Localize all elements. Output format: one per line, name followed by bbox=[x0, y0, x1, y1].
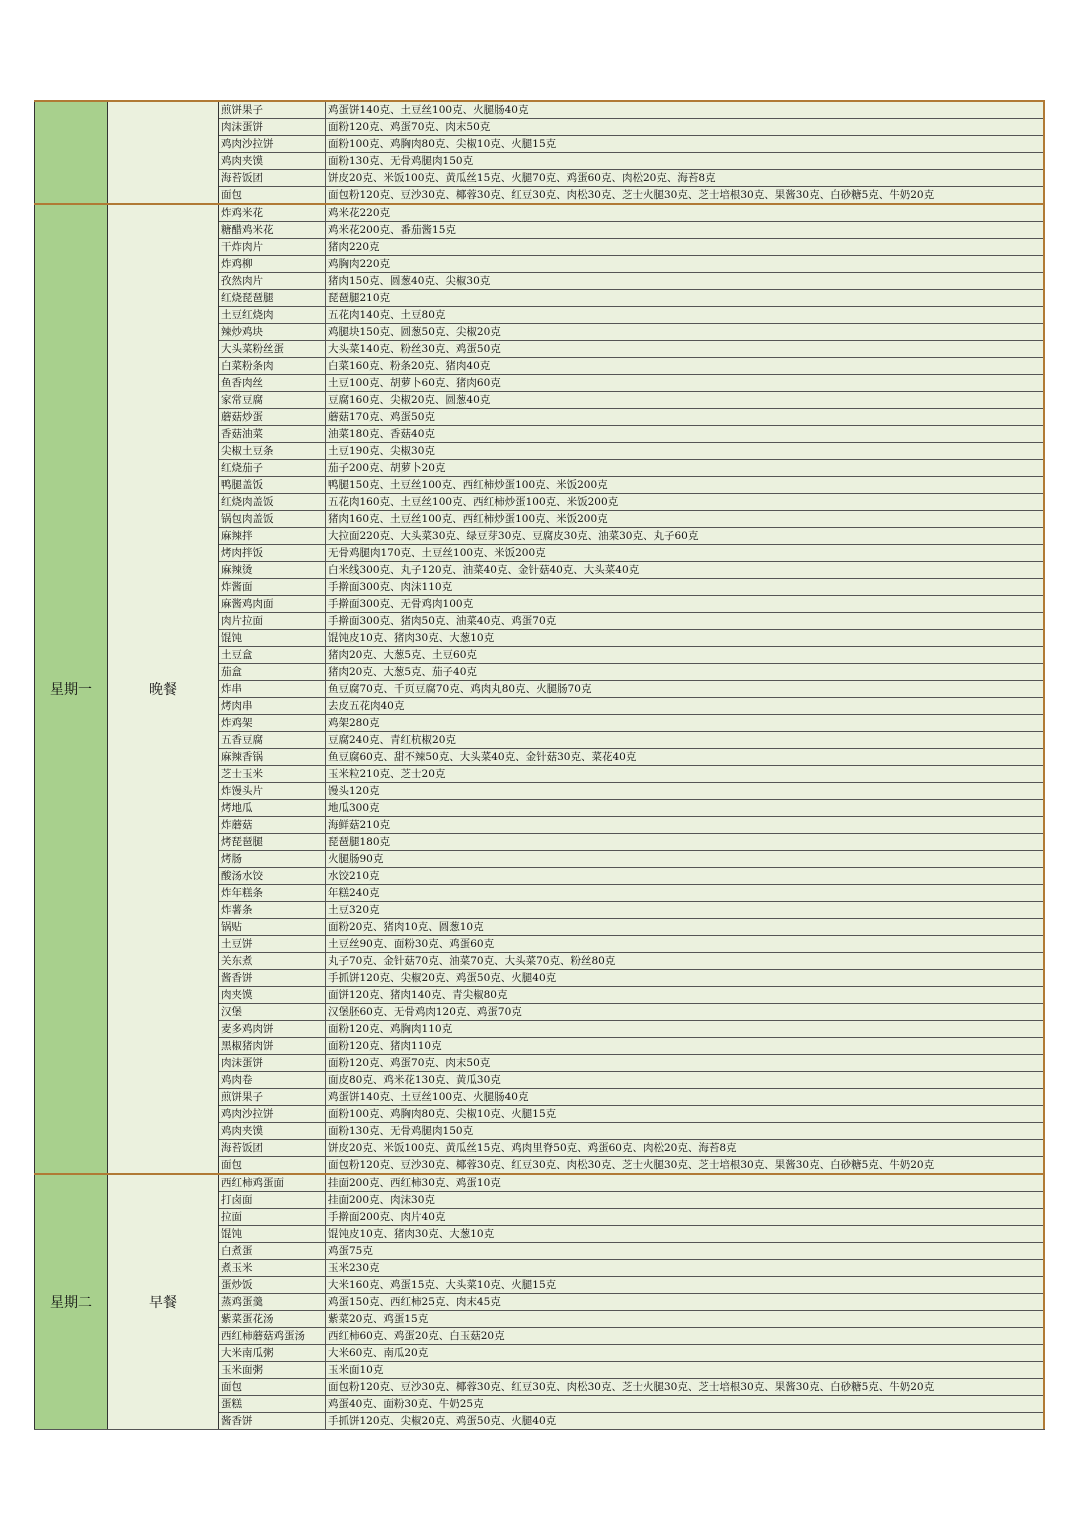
ingredients-cell: 五花肉140克、土豆80克 bbox=[328, 309, 446, 321]
ingredients-cell: 豆腐160克、尖椒20克、圆葱40克 bbox=[328, 394, 491, 406]
dish-name-cell: 煮玉米 bbox=[219, 1260, 326, 1276]
dish-name-cell: 烤琵琶腿 bbox=[219, 834, 326, 850]
ingredients-cell: 猪肉20克、大葱5克、土豆60克 bbox=[328, 649, 477, 661]
table-row bbox=[219, 1413, 1043, 1429]
table-row bbox=[219, 885, 1043, 902]
table-row bbox=[219, 307, 1043, 324]
dish-list bbox=[219, 1175, 1045, 1429]
dish-name-cell: 关东煮 bbox=[219, 953, 326, 969]
ingredients-cell: 鸡米花200克、番茄酱15克 bbox=[328, 224, 456, 236]
ingredients-cell: 土豆100克、胡萝卜60克、猪肉60克 bbox=[328, 377, 501, 389]
table-row bbox=[219, 987, 1043, 1004]
table-row bbox=[219, 919, 1043, 936]
dish-name-cell: 面包 bbox=[219, 187, 326, 203]
ingredients-cell: 手擀面200克、肉片40克 bbox=[328, 1211, 446, 1223]
dish-name-cell: 芝士玉米 bbox=[219, 766, 326, 782]
table-row bbox=[219, 647, 1043, 664]
ingredients-cell: 面粉20克、猪肉10克、圆葱10克 bbox=[328, 921, 484, 933]
table-row bbox=[219, 1157, 1043, 1173]
dish-name-cell: 海苔饭团 bbox=[219, 170, 326, 186]
ingredients-cell: 火腿肠90克 bbox=[328, 853, 384, 865]
ingredients-cell: 鸡蛋饼140克、土豆丝100克、火腿肠40克 bbox=[328, 104, 529, 116]
ingredients-cell: 手擀面300克、猪肉50克、油菜40克、鸡蛋70克 bbox=[328, 615, 557, 627]
table-row bbox=[219, 579, 1043, 596]
table-row bbox=[219, 239, 1043, 256]
dish-list bbox=[219, 205, 1045, 1173]
dish-name-cell: 面包 bbox=[219, 1379, 326, 1395]
table-row bbox=[219, 1055, 1043, 1072]
table-row bbox=[219, 630, 1043, 647]
dish-name-cell: 拉面 bbox=[219, 1209, 326, 1225]
ingredients-cell: 汉堡胚60克、无骨鸡肉120克、鸡蛋70克 bbox=[328, 1006, 522, 1018]
menu-section bbox=[34, 100, 1045, 203]
dish-name-cell: 鱼香肉丝 bbox=[219, 375, 326, 391]
table-row bbox=[219, 136, 1043, 153]
table-row bbox=[219, 902, 1043, 919]
table-row bbox=[219, 698, 1043, 715]
ingredients-cell: 鸡蛋40克、面粉30克、牛奶25克 bbox=[328, 1398, 484, 1410]
table-row bbox=[219, 936, 1043, 953]
ingredients-cell: 挂面200克、肉沫30克 bbox=[328, 1194, 435, 1206]
table-row bbox=[219, 749, 1043, 766]
dish-name-cell: 肉片拉面 bbox=[219, 613, 326, 629]
ingredients-cell: 手擀面300克、肉沫110克 bbox=[328, 581, 453, 593]
ingredients-cell: 馄饨皮10克、猪肉30克、大葱10克 bbox=[328, 1228, 495, 1240]
dish-name-cell: 酱香饼 bbox=[219, 1413, 326, 1429]
dish-name-cell: 炸串 bbox=[219, 681, 326, 697]
table-row bbox=[219, 851, 1043, 868]
ingredients-cell: 油菜180克、香菇40克 bbox=[328, 428, 435, 440]
table-row bbox=[219, 1089, 1043, 1106]
table-row bbox=[219, 375, 1043, 392]
ingredients-cell: 面粉130克、无骨鸡腿肉150克 bbox=[328, 155, 474, 167]
ingredients-cell: 手抓饼120克、尖椒20克、鸡蛋50克、火腿40克 bbox=[328, 1415, 557, 1427]
ingredients-cell: 馄饨皮10克、猪肉30克、大葱10克 bbox=[328, 632, 495, 644]
dish-name-cell: 鸡肉卷 bbox=[219, 1072, 326, 1088]
meal-cell: 晚餐 bbox=[108, 205, 219, 1173]
ingredients-cell: 白菜160克、粉条20克、猪肉40克 bbox=[328, 360, 491, 372]
ingredients-cell: 鸭腿150克、土豆丝100克、西红柿炒蛋100克、米饭200克 bbox=[328, 479, 608, 491]
table-row bbox=[219, 1140, 1043, 1157]
dish-name-cell: 汉堡 bbox=[219, 1004, 326, 1020]
table-row bbox=[219, 426, 1043, 443]
table-row bbox=[219, 1260, 1043, 1277]
ingredients-cell: 面粉100克、鸡胸肉80克、尖椒10克、火腿15克 bbox=[328, 138, 557, 150]
ingredients-cell: 大米160克、鸡蛋15克、大头菜10克、火腿15克 bbox=[328, 1279, 557, 1291]
table-row bbox=[219, 1004, 1043, 1021]
ingredients-cell: 大米60克、南瓜20克 bbox=[328, 1347, 429, 1359]
dish-name-cell: 烤地瓜 bbox=[219, 800, 326, 816]
dish-name-cell: 炸薯条 bbox=[219, 902, 326, 918]
ingredients-cell: 土豆320克 bbox=[328, 904, 380, 916]
dish-name-cell: 肉夹馍 bbox=[219, 987, 326, 1003]
table-row bbox=[219, 766, 1043, 783]
dish-name-cell: 炸蘑菇 bbox=[219, 817, 326, 833]
menu-section bbox=[34, 203, 1045, 1173]
dish-name-cell: 烤肠 bbox=[219, 851, 326, 867]
dish-name-cell: 红烧琵琶腿 bbox=[219, 290, 326, 306]
table-row bbox=[219, 1038, 1043, 1055]
ingredients-cell: 面粉100克、鸡胸肉80克、尖椒10克、火腿15克 bbox=[328, 1108, 557, 1120]
dish-name-cell: 鸡肉夹馍 bbox=[219, 1123, 326, 1139]
dish-name-cell: 馄饨 bbox=[219, 1226, 326, 1242]
ingredients-cell: 手擀面300克、无骨鸡肉100克 bbox=[328, 598, 474, 610]
ingredients-cell: 面皮80克、鸡米花130克、黄瓜30克 bbox=[328, 1074, 501, 1086]
ingredients-cell: 鸡腿块150克、圆葱50克、尖椒20克 bbox=[328, 326, 501, 338]
table-row bbox=[219, 596, 1043, 613]
dish-name-cell: 西红柿鸡蛋面 bbox=[219, 1175, 326, 1191]
ingredients-cell: 面包粉120克、豆沙30克、椰蓉30克、红豆30克、肉松30克、芝士火腿30克、芝士培根30克、果酱30克、白砂糖5克、牛奶20克 bbox=[328, 1381, 935, 1393]
ingredients-cell: 琵琶腿210克 bbox=[328, 292, 391, 304]
dish-name-cell: 肉沫蛋饼 bbox=[219, 119, 326, 135]
dish-name-cell: 酱香饼 bbox=[219, 970, 326, 986]
dish-name-cell: 茄盒 bbox=[219, 664, 326, 680]
dish-name-cell: 鸭腿盖饭 bbox=[219, 477, 326, 493]
table-row bbox=[219, 868, 1043, 885]
table-row bbox=[219, 562, 1043, 579]
dish-name-cell: 炸鸡米花 bbox=[219, 205, 326, 221]
table-row bbox=[219, 205, 1043, 222]
table-row bbox=[219, 545, 1043, 562]
table-row bbox=[219, 1175, 1043, 1192]
table-row bbox=[219, 613, 1043, 630]
table-row bbox=[219, 1209, 1043, 1226]
ingredients-cell: 饼皮20克、米饭100克、黄瓜丝15克、鸡肉里脊50克、鸡蛋60克、肉松20克、海苔8克 bbox=[328, 1142, 737, 1154]
table-row bbox=[219, 170, 1043, 187]
dish-list bbox=[219, 102, 1045, 203]
ingredients-cell: 水饺210克 bbox=[328, 870, 380, 882]
ingredients-cell: 蘑菇170克、鸡蛋50克 bbox=[328, 411, 435, 423]
ingredients-cell: 土豆190克、尖椒30克 bbox=[328, 445, 435, 457]
ingredients-cell: 猪肉150克、圆葱40克、尖椒30克 bbox=[328, 275, 491, 287]
table-row bbox=[219, 664, 1043, 681]
dish-name-cell: 炸酱面 bbox=[219, 579, 326, 595]
table-row bbox=[219, 1328, 1043, 1345]
ingredients-cell: 海鲜菇210克 bbox=[328, 819, 391, 831]
menu-table bbox=[34, 100, 1045, 1430]
table-row bbox=[219, 153, 1043, 170]
table-row bbox=[219, 119, 1043, 136]
dish-name-cell: 鸡肉沙拉饼 bbox=[219, 1106, 326, 1122]
table-row bbox=[219, 1021, 1043, 1038]
table-row bbox=[219, 1226, 1043, 1243]
dish-name-cell: 炸馒头片 bbox=[219, 783, 326, 799]
table-row bbox=[219, 1396, 1043, 1413]
ingredients-cell: 猪肉220克 bbox=[328, 241, 380, 253]
ingredients-cell: 白米线300克、丸子120克、油菜40克、金针菇40克、大头菜40克 bbox=[328, 564, 640, 576]
ingredients-cell: 茄子200克、胡萝卜20克 bbox=[328, 462, 446, 474]
dish-name-cell: 烤肉拌饭 bbox=[219, 545, 326, 561]
table-row bbox=[219, 409, 1043, 426]
table-row bbox=[219, 1362, 1043, 1379]
table-row bbox=[219, 1294, 1043, 1311]
dish-name-cell: 麻辣拌 bbox=[219, 528, 326, 544]
table-row bbox=[219, 953, 1043, 970]
dish-name-cell: 鸡肉夹馍 bbox=[219, 153, 326, 169]
dish-name-cell: 炸鸡架 bbox=[219, 715, 326, 731]
table-row bbox=[219, 681, 1043, 698]
ingredients-cell: 大头菜140克、粉丝30克、鸡蛋50克 bbox=[328, 343, 501, 355]
ingredients-cell: 豆腐240克、青红杭椒20克 bbox=[328, 734, 456, 746]
ingredients-cell: 馒头120克 bbox=[328, 785, 380, 797]
table-row bbox=[219, 1123, 1043, 1140]
ingredients-cell: 玉米230克 bbox=[328, 1262, 380, 1274]
ingredients-cell: 面粉120克、鸡胸肉110克 bbox=[328, 1023, 453, 1035]
ingredients-cell: 鱼豆腐60克、甜不辣50克、大头菜40克、金针菇30克、菜花40克 bbox=[328, 751, 637, 763]
ingredients-cell: 鸡蛋饼140克、土豆丝100克、火腿肠40克 bbox=[328, 1091, 529, 1103]
dish-name-cell: 烤肉串 bbox=[219, 698, 326, 714]
table-row bbox=[219, 732, 1043, 749]
ingredients-cell: 大拉面220克、大头菜30克、绿豆芽30克、豆腐皮30克、油菜30克、丸子60克 bbox=[328, 530, 699, 542]
dish-name-cell: 白煮蛋 bbox=[219, 1243, 326, 1259]
table-row bbox=[219, 1379, 1043, 1396]
table-row bbox=[219, 1243, 1043, 1260]
dish-name-cell: 蛋炒饭 bbox=[219, 1277, 326, 1293]
dish-name-cell: 大米南瓜粥 bbox=[219, 1345, 326, 1361]
ingredients-cell: 鸡蛋150克、西红柿25克、肉末45克 bbox=[328, 1296, 501, 1308]
table-row bbox=[219, 817, 1043, 834]
ingredients-cell: 琵琶腿180克 bbox=[328, 836, 391, 848]
dish-name-cell: 鸡肉沙拉饼 bbox=[219, 136, 326, 152]
menu-section bbox=[34, 1173, 1045, 1430]
ingredients-cell: 面饼120克、猪肉140克、青尖椒80克 bbox=[328, 989, 508, 1001]
ingredients-cell: 面粉120克、猪肉110克 bbox=[328, 1040, 442, 1052]
dish-name-cell: 麻辣烫 bbox=[219, 562, 326, 578]
dish-name-cell: 麻辣香锅 bbox=[219, 749, 326, 765]
dish-name-cell: 炸鸡柳 bbox=[219, 256, 326, 272]
dish-name-cell: 干炸肉片 bbox=[219, 239, 326, 255]
ingredients-cell: 饼皮20克、米饭100克、黄瓜丝15克、火腿70克、鸡蛋60克、肉松20克、海苔8克 bbox=[328, 172, 716, 184]
table-row bbox=[219, 443, 1043, 460]
dish-name-cell: 海苔饭团 bbox=[219, 1140, 326, 1156]
table-row bbox=[219, 477, 1043, 494]
table-row bbox=[219, 1072, 1043, 1089]
table-row bbox=[219, 511, 1043, 528]
table-row bbox=[219, 783, 1043, 800]
dish-name-cell: 紫菜蛋花汤 bbox=[219, 1311, 326, 1327]
dish-name-cell: 辣炒鸡块 bbox=[219, 324, 326, 340]
dish-name-cell: 土豆盒 bbox=[219, 647, 326, 663]
ingredients-cell: 鸡架280克 bbox=[328, 717, 380, 729]
ingredients-cell: 地瓜300克 bbox=[328, 802, 380, 814]
dish-name-cell: 红烧茄子 bbox=[219, 460, 326, 476]
ingredients-cell: 鸡米花220克 bbox=[328, 207, 391, 219]
meal-cell bbox=[108, 102, 219, 203]
ingredients-cell: 玉米粒210克、芝士20克 bbox=[328, 768, 446, 780]
ingredients-cell: 面粉120克、鸡蛋70克、肉末50克 bbox=[328, 121, 491, 133]
dish-name-cell: 肉沫蛋饼 bbox=[219, 1055, 326, 1071]
ingredients-cell: 面粉120克、鸡蛋70克、肉末50克 bbox=[328, 1057, 491, 1069]
table-row bbox=[219, 528, 1043, 545]
ingredients-cell: 猪肉160克、土豆丝100克、西红柿炒蛋100克、米饭200克 bbox=[328, 513, 608, 525]
table-row bbox=[219, 834, 1043, 851]
dish-name-cell: 白菜粉条肉 bbox=[219, 358, 326, 374]
ingredients-cell: 玉米面10克 bbox=[328, 1364, 384, 1376]
table-row bbox=[219, 273, 1043, 290]
ingredients-cell: 无骨鸡腿肉170克、土豆丝100克、米饭200克 bbox=[328, 547, 546, 559]
table-row bbox=[219, 256, 1043, 273]
ingredients-cell: 鸡胸肉220克 bbox=[328, 258, 391, 270]
table-row bbox=[219, 460, 1043, 477]
dish-name-cell: 尖椒土豆条 bbox=[219, 443, 326, 459]
table-row bbox=[219, 392, 1043, 409]
ingredients-cell: 去皮五花肉40克 bbox=[328, 700, 405, 712]
ingredients-cell: 面包粉120克、豆沙30克、椰蓉30克、红豆30克、肉松30克、芝士火腿30克、芝士培根30克、果酱30克、白砂糖5克、牛奶20克 bbox=[328, 1159, 935, 1171]
dish-name-cell: 香菇油菜 bbox=[219, 426, 326, 442]
ingredients-cell: 丸子70克、金针菇70克、油菜70克、大头菜70克、粉丝80克 bbox=[328, 955, 616, 967]
table-row bbox=[219, 800, 1043, 817]
table-row bbox=[219, 1192, 1043, 1209]
dish-name-cell: 家常豆腐 bbox=[219, 392, 326, 408]
dish-name-cell: 面包 bbox=[219, 1157, 326, 1173]
dish-name-cell: 黑椒猪肉饼 bbox=[219, 1038, 326, 1054]
dish-name-cell: 孜然肉片 bbox=[219, 273, 326, 289]
ingredients-cell: 面粉130克、无骨鸡腿肉150克 bbox=[328, 1125, 474, 1137]
table-row bbox=[219, 715, 1043, 732]
ingredients-cell: 五花肉160克、土豆丝100克、西红柿炒蛋100克、米饭200克 bbox=[328, 496, 619, 508]
ingredients-cell: 西红柿60克、鸡蛋20克、白玉菇20克 bbox=[328, 1330, 505, 1342]
table-row bbox=[219, 102, 1043, 119]
dish-name-cell: 炸年糕条 bbox=[219, 885, 326, 901]
ingredients-cell: 土豆丝90克、面粉30克、鸡蛋60克 bbox=[328, 938, 495, 950]
meal-cell: 早餐 bbox=[108, 1175, 219, 1429]
dish-name-cell: 糖醋鸡米花 bbox=[219, 222, 326, 238]
ingredients-cell: 紫菜20克、鸡蛋15克 bbox=[328, 1313, 429, 1325]
ingredients-cell: 鸡蛋75克 bbox=[328, 1245, 373, 1257]
dish-name-cell: 麦多鸡肉饼 bbox=[219, 1021, 326, 1037]
ingredients-cell: 面包粉120克、豆沙30克、椰蓉30克、红豆30克、肉松30克、芝士火腿30克、芝士培根30克、果酱30克、白砂糖5克、牛奶20克 bbox=[328, 189, 935, 201]
table-row bbox=[219, 222, 1043, 239]
table-row bbox=[219, 970, 1043, 987]
dish-name-cell: 大头菜粉丝蛋 bbox=[219, 341, 326, 357]
dish-name-cell: 馄饨 bbox=[219, 630, 326, 646]
dish-name-cell: 锅包肉盖饭 bbox=[219, 511, 326, 527]
table-row bbox=[219, 1345, 1043, 1362]
table-row bbox=[219, 494, 1043, 511]
dish-name-cell: 土豆饼 bbox=[219, 936, 326, 952]
dish-name-cell: 酸汤水饺 bbox=[219, 868, 326, 884]
ingredients-cell: 鱼豆腐70克、千页豆腐70克、鸡肉丸80克、火腿肠70克 bbox=[328, 683, 592, 695]
dish-name-cell: 五香豆腐 bbox=[219, 732, 326, 748]
dish-name-cell: 西红柿蘑菇鸡蛋汤 bbox=[219, 1328, 326, 1344]
ingredients-cell: 猪肉20克、大葱5克、茄子40克 bbox=[328, 666, 477, 678]
dish-name-cell: 玉米面粥 bbox=[219, 1362, 326, 1378]
table-row bbox=[219, 1311, 1043, 1328]
ingredients-cell: 手抓饼120克、尖椒20克、鸡蛋50克、火腿40克 bbox=[328, 972, 557, 984]
table-row bbox=[219, 324, 1043, 341]
day-cell: 星期一 bbox=[34, 205, 108, 1173]
table-row bbox=[219, 358, 1043, 375]
dish-name-cell: 红烧肉盖饭 bbox=[219, 494, 326, 510]
table-row bbox=[219, 187, 1043, 203]
dish-name-cell: 麻酱鸡肉面 bbox=[219, 596, 326, 612]
ingredients-cell: 年糕240克 bbox=[328, 887, 380, 899]
table-row bbox=[219, 290, 1043, 307]
dish-name-cell: 打卤面 bbox=[219, 1192, 326, 1208]
table-row bbox=[219, 341, 1043, 358]
dish-name-cell: 蘑菇炒蛋 bbox=[219, 409, 326, 425]
dish-name-cell: 煎饼果子 bbox=[219, 102, 326, 118]
ingredients-cell: 挂面200克、西红柿30克、鸡蛋10克 bbox=[328, 1177, 501, 1189]
dish-name-cell: 煎饼果子 bbox=[219, 1089, 326, 1105]
day-cell bbox=[34, 102, 108, 203]
dish-name-cell: 锅贴 bbox=[219, 919, 326, 935]
dish-name-cell: 蛋糕 bbox=[219, 1396, 326, 1412]
dish-name-cell: 土豆红烧肉 bbox=[219, 307, 326, 323]
dish-name-cell: 蒸鸡蛋羹 bbox=[219, 1294, 326, 1310]
day-cell: 星期二 bbox=[34, 1175, 108, 1429]
table-row bbox=[219, 1277, 1043, 1294]
table-row bbox=[219, 1106, 1043, 1123]
